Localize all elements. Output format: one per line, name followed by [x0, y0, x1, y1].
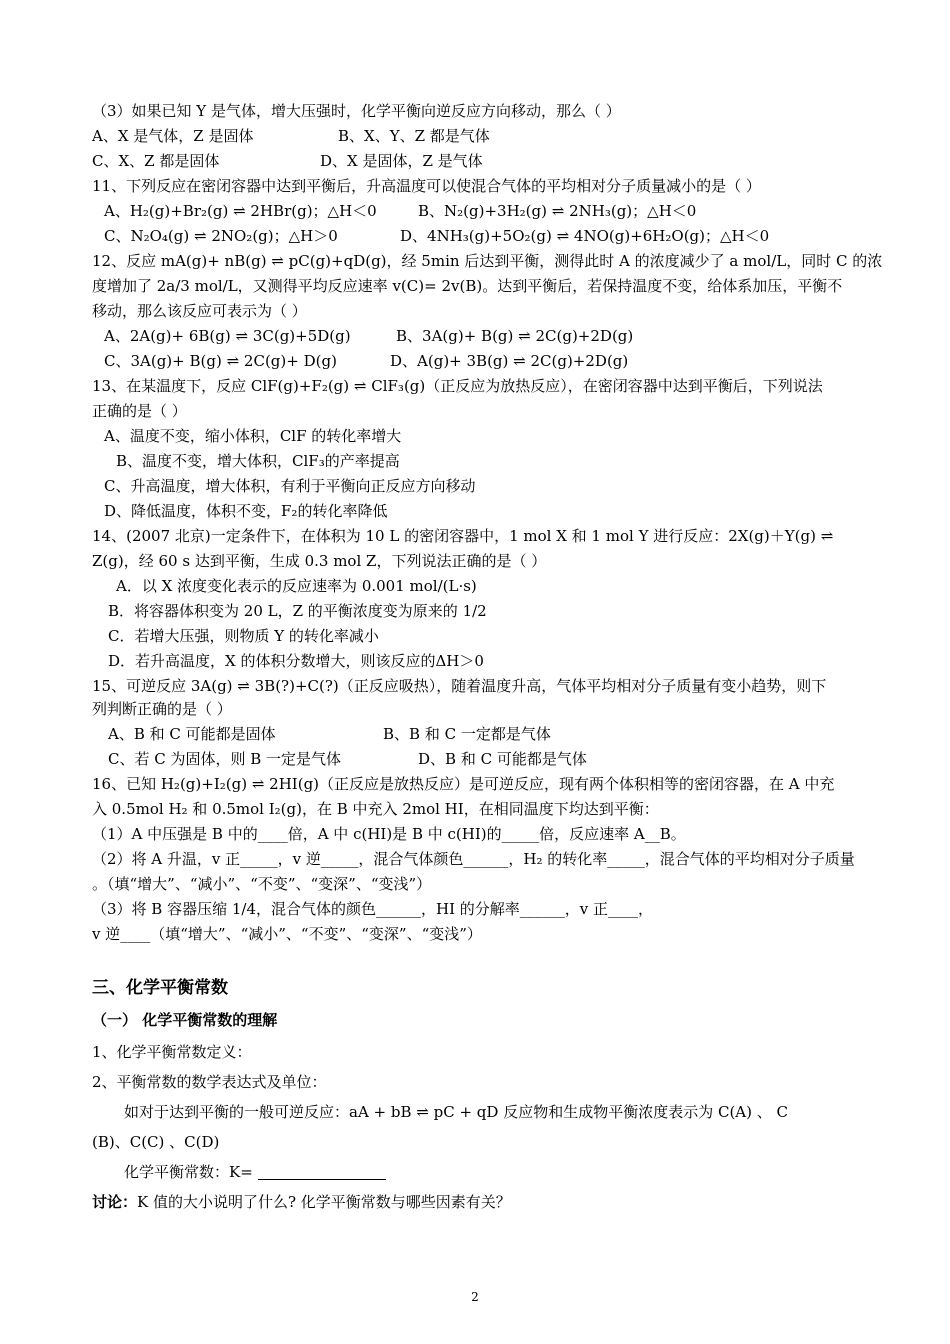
q16-part3-cont: v 逆____（填“增大”、“减小”、“不变”、“变深”、“变浅”）: [92, 925, 482, 943]
q12-option-c: C、3A(g)+ B(g) ⇌ 2C(g)+ D(g): [104, 352, 337, 370]
q12-stem-line1: 12、反应 mA(g)+ nB(g) ⇌ pC(g)+qD(g)，经 5min 后达到平衡，测得此时 A 的浓度减少了 a mol/L，同时 C 的浓: [92, 252, 883, 270]
q16-part2-note: 。（填“增大”、“减小”、“不变”、“变深”、“变浅”）: [92, 875, 432, 893]
q15-option-d: D、B 和 C 可能都是气体: [418, 750, 587, 768]
q16-part3: （3）将 B 容器压缩 1/4，混合气体的颜色______，HI 的分解率______，v 正____，: [92, 900, 654, 918]
q15-option-b: B、B 和 C 一定都是气体: [383, 725, 551, 743]
q16-stem-line2: 入 0.5mol H₂ 和 0.5mol I₂(g)，在 B 中充入 2mol HI，在相同温度下均达到平衡：: [92, 800, 659, 818]
definition-line: 1、化学平衡常数定义：: [92, 1043, 252, 1061]
q10-option-c: C、X、Z 都是固体: [92, 152, 220, 170]
q12-option-a: A、2A(g)+ 6B(g) ⇌ 3C(g)+5D(g): [104, 327, 351, 345]
q11-option-d: D、4NH₃(g)+5O₂(g) ⇌ 4NO(g)+6H₂O(g)；△H＜0: [400, 227, 770, 245]
q16-part2: （2）将 A 升温，v 正_____，v 逆_____，混合气体颜色______，H₂ 的转化率_____，混合气体的平均相对分子质量: [92, 850, 855, 868]
q14-option-b: B．将容器体积变为 20 L，Z 的平衡浓度变为原来的 1/2: [108, 602, 487, 620]
q12-stem-line2: 度增加了 2a/3 mol/L，又测得平均反应速率 v(C)= 2v(B)。达到平衡后，若保持温度不变，给体系加压，平衡不: [92, 277, 843, 295]
q14-stem-line2: Z(g)，经 60 s 达到平衡，生成 0.3 mol Z，下列说法正确的是（ ）: [92, 552, 547, 570]
q13-option-c: C、升高温度，增大体积，有利于平衡向正反应方向移动: [104, 477, 476, 495]
k-blank[interactable]: [258, 1163, 386, 1180]
general-reaction-line2: (B)、C(C) 、C(D): [92, 1133, 220, 1151]
q15-option-c: C、若 C 为固体，则 B 一定是气体: [108, 750, 342, 768]
q12-stem-line3: 移动，那么该反应可表示为（ ）: [92, 302, 307, 320]
q13-option-b: B、温度不变，增大体积，ClF₃的产率提高: [116, 452, 400, 470]
expression-line: 2、平衡常数的数学表达式及单位：: [92, 1073, 327, 1091]
discussion-line: [92, 1192, 511, 1212]
discussion-text: K 值的大小说明了什么? 化学平衡常数与哪些因素有关？: [137, 1193, 511, 1211]
q13-option-a: A、温度不变，缩小体积，ClF 的转化率增大: [104, 427, 402, 445]
subsection-heading: （一） 化学平衡常数的理解: [92, 1011, 278, 1029]
q13-stem-line1: 13、在某温度下，反应 ClF(g)+F₂(g) ⇌ ClF₃(g)（正反应为放热反应），在密闭容器中达到平衡后，下列说法: [92, 377, 823, 395]
q11-option-a: A、H₂(g)+Br₂(g) ⇌ 2HBr(g)；△H＜0: [104, 202, 377, 220]
q16-stem-line1: 16、已知 H₂(g)+I₂(g) ⇌ 2HI(g)（正反应是放热反应）是可逆反应，现有两个体积相等的密闭容器，在 A 中充: [92, 775, 835, 793]
q14-option-c: C．若增大压强，则物质 Y 的转化率减小: [108, 627, 379, 645]
q16-part1: （1）A 中压强是 B 中的____倍，A 中 c(HI)是 B 中 c(HI)的_____倍，反应速率 A__B。: [92, 825, 686, 843]
q10-option-b: B、X、Y、Z 都是气体: [338, 127, 490, 145]
q13-stem-line2: 正确的是（ ）: [92, 402, 187, 420]
q12-option-d: D、A(g)+ 3B(g) ⇌ 2C(g)+2D(g): [390, 352, 629, 370]
q11-option-c: C、N₂O₄(g) ⇌ 2NO₂(g)；△H＞0: [104, 227, 338, 245]
q15-stem-line2: 列判断正确的是（ ）: [92, 700, 232, 718]
section-heading: 三、化学平衡常数: [92, 978, 228, 998]
page-number: 2: [471, 1290, 479, 1304]
q14-option-d: D．若升高温度，X 的体积分数增大，则该反应的ΔH＞0: [108, 652, 484, 670]
discussion-label: 讨论：: [92, 1193, 138, 1211]
k-label: 化学平衡常数：K=: [124, 1163, 253, 1181]
q11-stem: 11、下列反应在密闭容器中达到平衡后，升高温度可以使混合气体的平均相对分子质量减小的是（ ）: [92, 177, 761, 195]
q12-option-b: B、3A(g)+ B(g) ⇌ 2C(g)+2D(g): [396, 327, 634, 345]
q10-part3-stem: （3）如果已知 Y 是气体，增大压强时，化学平衡向逆反应方向移动，那么（ ）: [92, 102, 621, 120]
q10-option-a: A、X 是气体，Z 是固体: [92, 127, 254, 145]
q14-option-a: A．以 X 浓度变化表示的反应速率为 0.001 mol/(L·s): [116, 577, 477, 595]
q15-option-a: A、B 和 C 可能都是固体: [108, 725, 276, 743]
general-reaction-line1: 如对于达到平衡的一般可逆反应：aA + bB ⇌ pC + qD 反应物和生成物平衡浓度表示为 C(A) 、 C: [124, 1103, 788, 1121]
q13-option-d: D、降低温度，体积不变，F₂的转化率降低: [104, 502, 388, 520]
q15-stem-line1: 15、可逆反应 3A(g) ⇌ 3B(?)+C(?)（正反应吸热），随着温度升高，气体平均相对分子质量有变小趋势，则下: [92, 677, 827, 695]
q10-option-d: D、X 是固体，Z 是气体: [320, 152, 483, 170]
q11-option-b: B、N₂(g)+3H₂(g) ⇌ 2NH₃(g)；△H＜0: [418, 202, 697, 220]
k-expression-line: [124, 1162, 386, 1182]
q14-stem-line1: 14、(2007 北京)一定条件下，在体积为 10 L 的密闭容器中，1 mol X 和 1 mol Y 进行反应：2X(g)＋Y(g) ⇌: [92, 527, 834, 545]
